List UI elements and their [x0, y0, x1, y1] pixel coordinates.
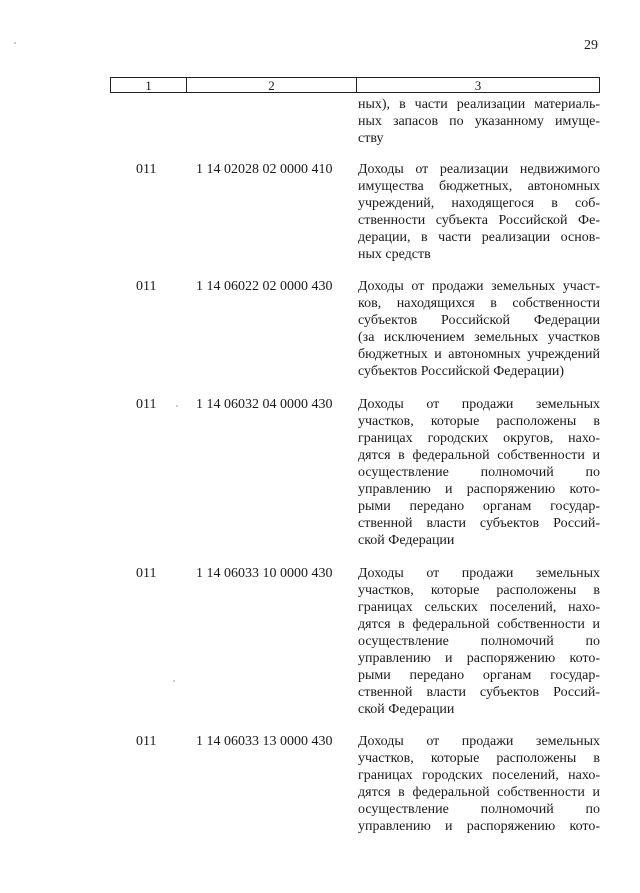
admin-code: 011: [136, 397, 157, 412]
kbk-code: 1 14 06033 13 0000 430: [196, 734, 333, 749]
description-line: границах городских поселений, нахо-: [358, 768, 600, 783]
admin-code: 011: [136, 734, 157, 749]
table-header: [110, 77, 600, 93]
description-line: субъектов Российской Федерации): [358, 364, 565, 379]
description-line: Доходы от продажи земельных: [358, 734, 600, 749]
description-line: ственной власти субъектов Россий-: [358, 685, 600, 700]
scan-speck: [176, 405, 178, 407]
description-line: ственности субъекта Российской Фе-: [358, 213, 600, 228]
description-line: рыми передано органам государ-: [358, 668, 600, 683]
page-number: 29: [584, 38, 598, 53]
description-line: управлению и распоряжению кото-: [358, 651, 600, 666]
kbk-code: 1 14 06022 02 0000 430: [196, 279, 333, 294]
scan-speck: [14, 42, 16, 44]
income-description: [358, 565, 600, 718]
description-line: ных), в части реализации материаль-: [358, 97, 600, 112]
description-line: ственной власти субъектов Россий-: [358, 516, 600, 531]
description-line: бюджетных и автономных учреждений: [358, 347, 600, 362]
description-line: Доходы от продажи земельных: [358, 566, 600, 581]
kbk-code: 1 14 06033 10 0000 430: [196, 566, 333, 581]
description-line: участков, которые расположены в: [358, 751, 600, 766]
kbk-code: 1 14 06032 04 0000 430: [196, 397, 333, 412]
income-description: [358, 733, 600, 835]
admin-code: 011: [136, 162, 157, 177]
table-header-col-3: 3: [474, 78, 482, 93]
description-line: дятся в федеральной собственности и: [358, 785, 600, 800]
description-line: управлению и распоряжению кото-: [358, 482, 600, 497]
description-line: субъектов Российской Федерации: [358, 313, 600, 328]
scan-speck: [173, 680, 175, 682]
table-header-col-1: 1: [111, 78, 187, 92]
description-line: имущества бюджетных, автономных: [358, 179, 600, 194]
description-line: осуществление полномочий по: [358, 465, 600, 480]
description-line: ской Федерации: [358, 533, 455, 548]
description-line: ской Федерации: [358, 702, 455, 717]
kbk-code: 1 14 02028 02 0000 410: [196, 162, 333, 177]
description-line: осуществление полномочий по: [358, 802, 600, 817]
description-line: (за исключением земельных участков: [358, 330, 600, 345]
description-line: осуществление полномочий по: [358, 634, 600, 649]
description-line: ных средств: [358, 247, 431, 262]
description-line: дерации, в части реализации основ-: [358, 230, 600, 245]
description-line: ков, находящихся в собственности: [358, 296, 600, 311]
description-line: ству: [358, 131, 384, 146]
description-line: ных запасов по указанному имуще-: [358, 114, 600, 129]
description-line: управлению и распоряжению кото-: [358, 819, 600, 834]
table-header-col-2: 2: [187, 78, 357, 92]
description-line: участков, которые расположены в: [358, 583, 600, 598]
description-line: дятся в федеральной собственности и: [358, 617, 600, 632]
income-description: [358, 396, 600, 549]
continuation-description: [358, 96, 600, 147]
admin-code: 011: [136, 279, 157, 294]
income-description: [358, 161, 600, 263]
description-line: учреждений, находящегося в соб-: [358, 196, 600, 211]
description-line: участков, которые расположены в: [358, 414, 600, 429]
description-line: границах городских округов, нахо-: [358, 431, 600, 446]
description-line: границах сельских поселений, нахо-: [358, 600, 600, 615]
description-line: Доходы от продажи земельных: [358, 397, 600, 412]
description-line: Доходы от продажи земельных участ-: [358, 279, 600, 294]
description-line: Доходы от реализации недвижимого: [358, 162, 600, 177]
admin-code: 011: [136, 566, 157, 581]
description-line: рыми передано органам государ-: [358, 499, 600, 514]
income-description: [358, 278, 600, 380]
description-line: дятся в федеральной собственности и: [358, 448, 600, 463]
